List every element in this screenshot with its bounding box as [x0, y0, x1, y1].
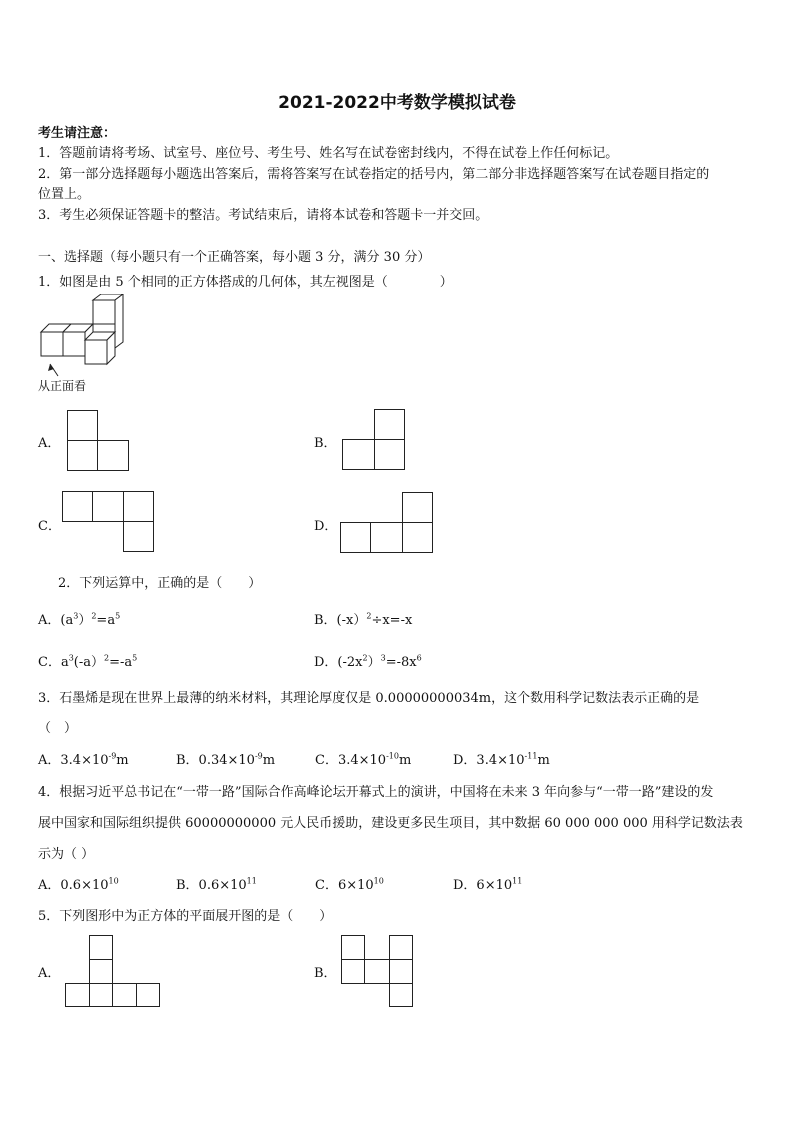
q2-a-part: =a: [96, 613, 116, 628]
q2-c-sup: 2: [104, 653, 110, 663]
square: [92, 491, 124, 522]
page-title: 2021-2022中考数学模拟试卷: [278, 93, 516, 113]
notice-item-2: 2．第一部分选择题每小题选出答案后，需将答案写在试卷指定的括号内，第二部分非选择题答案写在试卷题目指定的: [38, 167, 710, 182]
square: [62, 491, 93, 522]
q3-b-text: B．0.34×10: [176, 753, 255, 768]
q2-c-part: =-a: [109, 655, 133, 670]
square: [340, 522, 371, 553]
q3-option-a: [38, 749, 129, 768]
q4-option-d: [453, 874, 522, 893]
q5-stem: 5．下列图形中为正方体的平面展开图的是（ ）: [38, 909, 333, 924]
q3-stem: 3．石墨烯是现在世界上最薄的纳米材料，其理论厚度仅是 0.00000000034m，这个数用科学记数法表示正确的是: [38, 691, 700, 706]
q2-a-sup: 5: [115, 611, 121, 621]
q4-a-sup: 10: [108, 876, 119, 886]
q1-stem: 1．如图是由 5 个相同的正方体搭成的几何体，其左视图是（ ）: [38, 275, 453, 290]
q2-d-sup: 6: [416, 653, 422, 663]
square: [123, 491, 154, 522]
q1-option-d-label: D．: [314, 519, 338, 534]
q5-option-b-label: B．: [314, 966, 337, 981]
q3-paren: （ ）: [38, 721, 78, 736]
q3-c-sup: -10: [386, 751, 399, 761]
square: [374, 439, 405, 470]
square: [402, 522, 433, 553]
q2-b-sup: 2: [366, 611, 372, 621]
q4-a-text: A．0.6×10: [38, 878, 109, 893]
square: [123, 521, 154, 552]
q2-d-part: D．(-2x: [314, 655, 363, 670]
square: [342, 439, 375, 470]
q3-c-text: C．3.4×10: [315, 753, 387, 768]
q2-d-sup: 2: [362, 653, 368, 663]
notice-item-3: 3．考生必须保证答题卡的整洁。考试结束后，请将本试卷和答题卡一并交回。: [38, 208, 489, 223]
q2-a-sup: 2: [91, 611, 97, 621]
q2-stem: 2．下列运算中，正确的是（ ）: [58, 576, 262, 591]
square: [89, 959, 113, 984]
square: [65, 983, 90, 1007]
notice-heading: 考生请注意：: [38, 126, 117, 141]
q5-option-a-label: A．: [38, 966, 61, 981]
q3-option-d: [453, 749, 550, 768]
q3-option-b: [176, 749, 275, 768]
square: [389, 959, 413, 984]
square: [89, 983, 113, 1007]
q4-c-sup: 10: [373, 876, 384, 886]
q2-option-d: [314, 651, 422, 670]
square: [370, 522, 403, 553]
square: [389, 983, 413, 1007]
q3-c-unit: m: [398, 753, 412, 768]
q3-b-sup: -9: [254, 751, 263, 761]
q4-line-1: 4．根据习近平总书记在“一带一路”国际合作高峰论坛开幕式上的演讲，中国将在未来 3 年向参与“一带一路”建设的发: [38, 785, 714, 800]
q4-d-text: D．6×10: [453, 878, 513, 893]
q1-option-c-label: C．: [38, 519, 61, 534]
notice-item-1: 1．答题前请将考场、试室号、座位号、考生号、姓名写在试卷密封线内，不得在试卷上作任何标记。: [38, 146, 619, 161]
q4-line-2: 展中国家和国际组织提供 60000000000 元人民币援助，建设更多民生项目，其中数据 60 000 000 000 用科学记数法表: [38, 816, 743, 831]
q4-b-sup: 11: [246, 876, 257, 886]
square: [374, 409, 405, 440]
q2-c-sup: 5: [132, 653, 138, 663]
square: [67, 410, 98, 441]
q2-option-c: [38, 651, 137, 670]
q2-d-sup: 3: [380, 653, 386, 663]
square: [364, 959, 390, 984]
section-heading: 一、选择题（每小题只有一个正确答案，每小题 3 分，满分 30 分）: [38, 250, 431, 265]
square: [389, 935, 413, 960]
q3-a-unit: m: [116, 753, 129, 768]
q2-b-part: B．(-x）: [314, 613, 367, 628]
q1-option-a-label: A．: [38, 436, 61, 451]
notice-item-2-cont: 位置上。: [38, 187, 91, 202]
q3-a-sup: -9: [108, 751, 117, 761]
q2-a-part: ）: [78, 613, 92, 628]
q2-d-part: ）: [367, 655, 381, 670]
q4-line-3: 示为（ ）: [38, 847, 95, 862]
q3-d-text: D．3.4×10: [453, 753, 525, 768]
square: [402, 492, 433, 523]
q2-a-part: A．(a: [38, 613, 74, 628]
q2-option-a: [38, 609, 120, 628]
square: [67, 440, 98, 471]
square: [89, 935, 113, 960]
q4-option-a: [38, 874, 119, 893]
q1-figure-caption: 从正面看: [38, 379, 87, 393]
square: [341, 935, 365, 960]
q3-option-c: [315, 749, 411, 768]
q1-option-b-label: B．: [314, 436, 337, 451]
q4-d-sup: 11: [512, 876, 523, 886]
q3-a-text: A．3.4×10: [38, 753, 109, 768]
q2-c-sup: 3: [68, 653, 74, 663]
square: [341, 959, 365, 984]
square: [112, 983, 137, 1007]
q2-a-sup: 3: [73, 611, 79, 621]
q2-c-part: (-a）: [73, 655, 105, 670]
q4-b-text: B．0.6×10: [176, 878, 247, 893]
q4-option-c: [315, 874, 384, 893]
q3-d-sup: -11: [524, 751, 538, 761]
q4-c-text: C．6×10: [315, 878, 374, 893]
q2-b-part: ÷x=-x: [371, 613, 413, 628]
q3-d-unit: m: [537, 753, 550, 768]
q2-option-b: [314, 609, 412, 628]
square: [97, 440, 129, 471]
q2-d-part: =-8x: [385, 655, 417, 670]
q3-b-unit: m: [262, 753, 276, 768]
square: [136, 983, 160, 1007]
q4-option-b: [176, 874, 257, 893]
q2-c-part: C．a: [38, 655, 69, 670]
